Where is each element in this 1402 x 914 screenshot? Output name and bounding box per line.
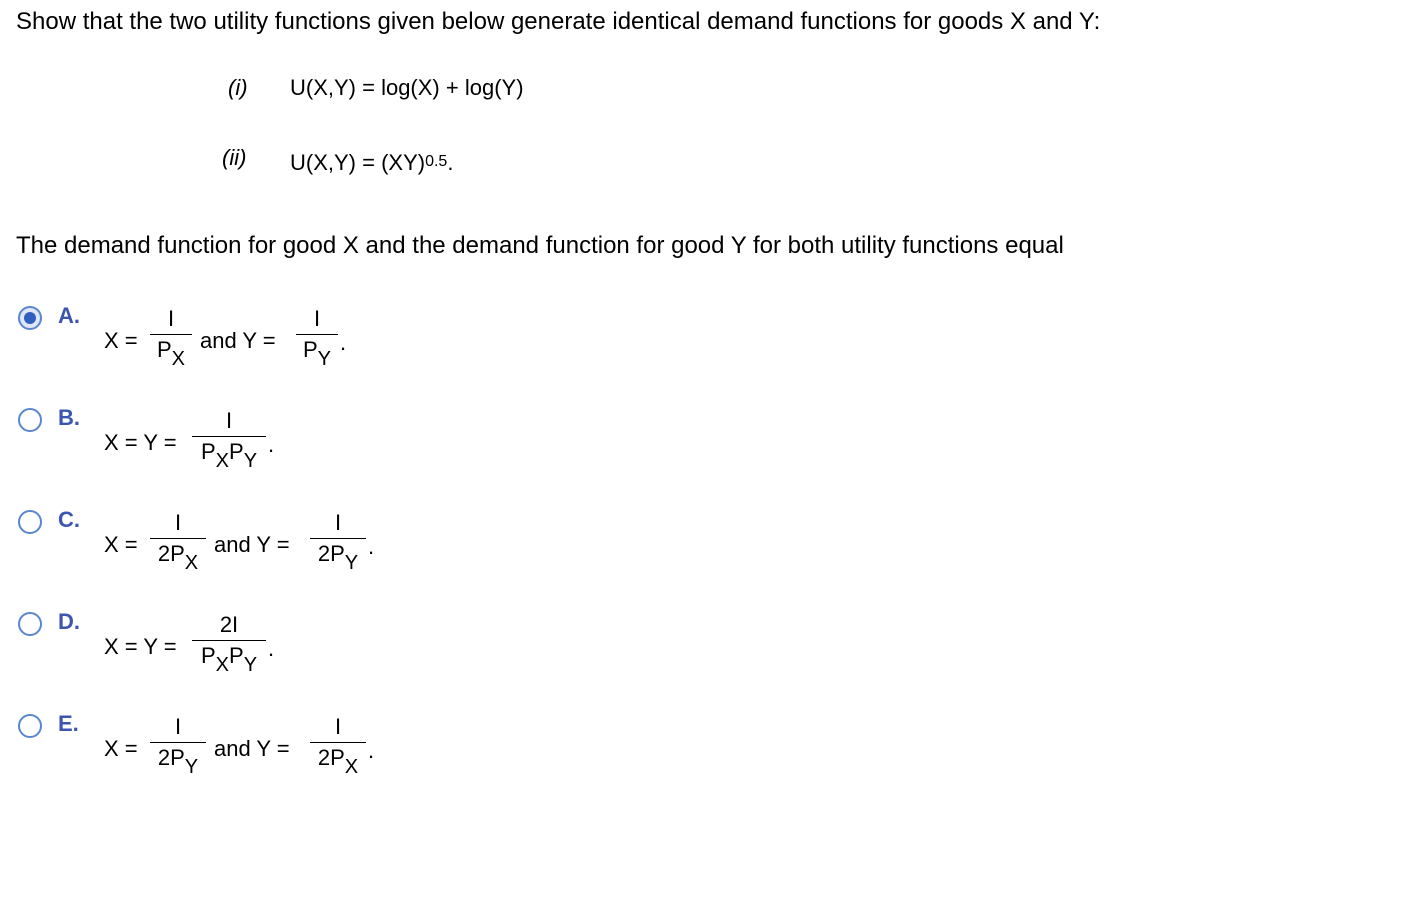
option-c-lhs: X = — [104, 532, 138, 557]
fraction-bar — [296, 334, 338, 335]
option-e-mid: and Y = — [214, 736, 290, 761]
utility-2-exponent: 0.5 — [425, 153, 448, 170]
option-d-denominator: $P_XP_Y$ — [200, 643, 258, 676]
option-a-mid: and Y = — [200, 328, 276, 353]
option-c-mid: and Y = — [214, 532, 290, 557]
radio-selected-dot-icon — [24, 312, 36, 324]
option-a-fraction-x — [150, 306, 192, 370]
option-a-denominator-x: $P_X$ — [156, 337, 186, 370]
option-b-radio[interactable] — [18, 408, 42, 432]
option-a-letter: A. — [58, 303, 80, 328]
option-e-letter: E. — [58, 711, 79, 736]
option-c-numerator-y: I — [334, 510, 342, 535]
option-c-denominator-x: $2P_X$ — [157, 541, 199, 574]
option-c-denominator-y: $2P_Y$ — [317, 541, 359, 574]
option-e-numerator-x: I — [174, 714, 182, 739]
option-e-period: . — [368, 738, 375, 763]
utility-2-period: . — [447, 150, 454, 175]
option-a-radio-selected[interactable] — [18, 306, 42, 330]
option-d-letter: D. — [58, 609, 80, 634]
option-a-period: . — [340, 330, 347, 355]
option-c-letter: C. — [58, 507, 80, 532]
option-b-numerator: I — [225, 408, 233, 433]
option-d-period: . — [268, 636, 275, 661]
option-e-radio[interactable] — [18, 714, 42, 738]
option-c-radio[interactable] — [18, 510, 42, 534]
fraction-bar — [150, 742, 206, 743]
option-c-period: . — [368, 534, 375, 559]
option-a-numerator-y: I — [313, 306, 321, 331]
utility-1-formula: U(X,Y) = log(X) + log(Y) — [290, 75, 524, 100]
option-e-denominator-y: $2P_X$ — [317, 745, 359, 778]
option-c-fraction-y — [310, 510, 366, 574]
option-e-numerator-y: I — [334, 714, 342, 739]
utility-2-formula — [290, 150, 453, 176]
fraction-bar — [150, 334, 192, 335]
option-d-numerator: 2I — [219, 612, 239, 637]
utility-2-formula-base: U(X,Y) = (XY) — [290, 150, 426, 175]
option-c-fraction-x — [150, 510, 206, 574]
option-e-fraction-x — [150, 714, 206, 778]
option-b-letter: B. — [58, 405, 80, 430]
fraction-bar — [310, 742, 366, 743]
option-d-fraction — [192, 612, 266, 676]
question-statement: The demand function for good X and the demand function for good Y for both utility functions equal — [16, 232, 1064, 259]
utility-1-label: (i) — [228, 75, 248, 100]
option-b-denominator: $P_XP_Y$ — [200, 439, 258, 472]
option-a-fraction-y — [296, 306, 338, 370]
option-a-numerator-x: I — [167, 306, 175, 331]
fraction-bar — [192, 640, 266, 641]
option-b-lhs: X = Y = — [104, 430, 177, 455]
fraction-bar — [310, 538, 366, 539]
utility-2-label: (ii) — [222, 145, 247, 170]
option-b-fraction — [192, 408, 266, 472]
option-d-radio[interactable] — [18, 612, 42, 636]
option-a-denominator-y: $P_Y$ — [302, 337, 332, 370]
option-e-fraction-y — [310, 714, 366, 778]
question-prompt: Show that the two utility functions given below generate identical demand functions for goods X and Y: — [16, 8, 1101, 35]
fraction-bar — [192, 436, 266, 437]
option-a-lhs: X = — [104, 328, 138, 353]
fraction-bar — [150, 538, 206, 539]
option-c-numerator-x: I — [174, 510, 182, 535]
option-e-denominator-x: $2P_Y$ — [157, 745, 199, 778]
option-e-lhs: X = — [104, 736, 138, 761]
option-d-lhs: X = Y = — [104, 634, 177, 659]
option-b-period: . — [268, 432, 275, 457]
